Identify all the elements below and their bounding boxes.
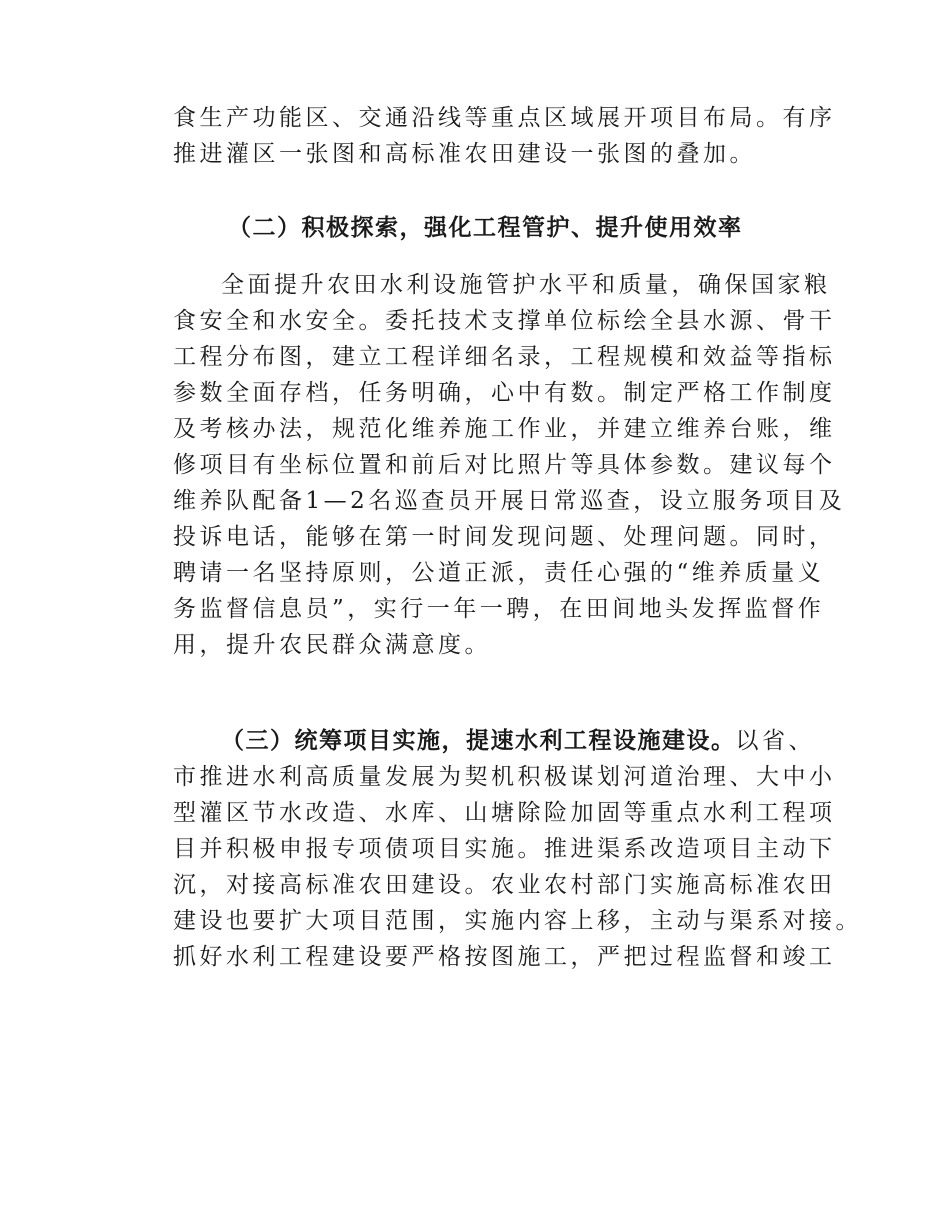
paragraph-line: 食安全和水安全。委托技术支撑单位标绘全县水源、骨干 — [173, 308, 836, 334]
paragraph-line: 抓好水利工程建设要严格按图施工，严把过程监督和竣工 — [173, 944, 836, 970]
paragraph-line: 目并积极申报专项债项目实施。推进渠系改造项目主动下 — [173, 836, 836, 862]
paragraph-line: 市推进水利高质量发展为契机积极谋划河道治理、大中小 — [173, 764, 836, 790]
paragraph-line: 全面提升农田水利设施管护水平和质量，确保国家粮 — [221, 272, 831, 298]
paragraph-1 — [173, 100, 836, 172]
paragraph-line: 聘请一名坚持原则，公道正派，责任心强的“维养质量义 — [173, 560, 825, 586]
paragraph-first-line — [173, 723, 813, 759]
paragraph-3 — [173, 723, 862, 975]
paragraph-line: 维养队配备1—2名巡查员开展日常巡查，设立服务项目及 — [173, 488, 846, 514]
paragraph-line: 型灌区节水改造、水库、山塘除险加固等重点水利工程项 — [173, 800, 836, 826]
paragraph-2 — [173, 267, 846, 663]
paragraph-line: 食生产功能区、交通沿线等重点区域展开项目布局。有序 — [173, 105, 836, 131]
paragraph-line: 用，提升农民群众满意度。 — [173, 632, 491, 658]
paragraph-line-rest: 以省、 — [735, 728, 815, 754]
paragraph-line: 工程分布图，建立工程详细名录，工程规模和效益等指标 — [173, 344, 836, 370]
paragraph-line: 建设也要扩大项目范围，实施内容上移，主动与渠系对接。 — [173, 908, 862, 934]
paragraph-line: 修项目有坐标位置和前后对比照片等具体参数。建议每个 — [173, 452, 836, 478]
section-heading-3: （三）统筹项目实施，提速水利工程设施建设。 — [221, 728, 736, 754]
paragraph-line: 务监督信息员”，实行一年一聘，在田间地头发挥监督作 — [173, 596, 825, 622]
paragraph-line: 投诉电话，能够在第一时间发现问题、处理问题。同时， — [173, 524, 836, 550]
section-heading-2: （二）积极探索，强化工程管护、提升使用效率 — [228, 215, 743, 241]
paragraph-line: 沉，对接高标准农田建设。农业农村部门实施高标准农田 — [173, 872, 836, 898]
paragraph-line: 推进灌区一张图和高标准农田建设一张图的叠加。 — [173, 141, 756, 167]
paragraph-line: 参数全面存档，任务明确，心中有数。制定严格工作制度 — [173, 380, 836, 406]
paragraph-line: 及考核办法，规范化维养施工作业，并建立维养台账，维 — [173, 416, 836, 442]
